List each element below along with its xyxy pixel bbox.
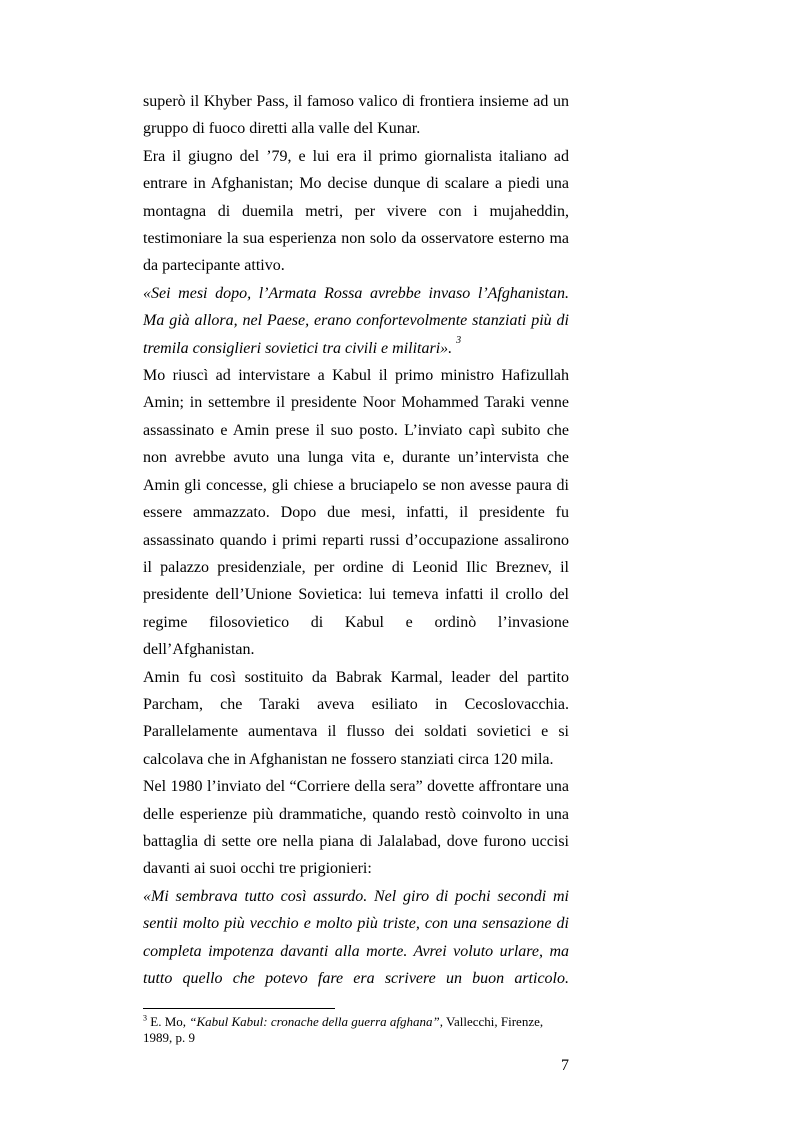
paragraph-1: superò il Khyber Pass, il famoso valico di frontiera insieme ad un gruppo di fuoco diretti alla valle del Kunar.	[143, 93, 569, 138]
footnote-author: E. Mo,	[150, 1014, 190, 1029]
quote-1-text: «Sei mesi dopo, l’Armata Rossa avrebbe invaso l’Afghanistan. Ma già allora, nel Paese, erano confortevolmente stanziati più di tremila consiglieri sovietici tra civili e militari».	[143, 284, 569, 357]
paragraph-4: Amin fu così sostituito da Babrak Karmal, leader del partito Parcham, che Taraki aveva esiliato in Cecoslovacchia. Parallelamente aumentava il flusso dei soldati sovietici e si calcolava che in Afghanistan ne fossero stanziati circa 120 mila.	[143, 668, 569, 768]
paragraph-2: Era il giugno del ’79, e lui era il primo giornalista italiano ad entrare in Afghanistan; Mo decise dunque di scalare a piedi una montagna di duemila metri, per vivere con i mujaheddin, testimoniare la sua esperienza non solo da osservatore esterno ma da partecipante attivo.	[143, 147, 569, 275]
quote-2: «Mi sembrava tutto così assurdo. Nel giro di pochi secondi mi sentii molto più vecchio e molto più triste, con una sensazione di completa impotenza davanti alla morte. Avrei voluto urlare, ma tutto quello che potevo fare era scrivere un buon articolo.	[143, 887, 569, 987]
quote-1	[143, 280, 569, 362]
paragraph-5: Nel 1980 l’inviato del “Corriere della sera” dovette affrontare una delle esperienze più drammatiche, quando restò coinvolto in una battaglia di sette ore nella piana di Jalalabad, dove furono uccisi davanti ai suoi occhi tre prigionieri:	[143, 778, 569, 878]
footnote-divider	[143, 1008, 335, 1009]
footnote	[143, 1014, 569, 1046]
footnote-marker: 3	[143, 1013, 147, 1023]
footnote-publisher: Vallecchi, Firenze, 1989, p. 9	[143, 1014, 544, 1045]
page-body	[143, 88, 569, 992]
footnote-title: “Kabul Kabul: cronache della guerra afghana”,	[189, 1014, 443, 1029]
footnote-reference: 3	[456, 335, 462, 347]
page-number: 7	[561, 1057, 569, 1074]
paragraph-3: Mo riuscì ad intervistare a Kabul il primo ministro Hafizullah Amin; in settembre il presidente Noor Mohammed Taraki venne assassinato e Amin prese il suo posto. L’inviato capì subito che non avrebbe avuto una lunga vita e, durante un’intervista che Amin gli concesse, gli chiese a bruciapelo se non avesse paura di essere ammazzato. Dopo due mesi, infatti, il presidente fu assassinato quando i primi reparti russi d’occupazione assalirono il palazzo presidenziale, per ordine di Leonid Ilic Breznev, il presidente dell’Unione Sovietica: lui temeva infatti il crollo del regime filosovietico di Kabul e ordinò l’invasione dell’Afghanistan.	[143, 367, 569, 659]
